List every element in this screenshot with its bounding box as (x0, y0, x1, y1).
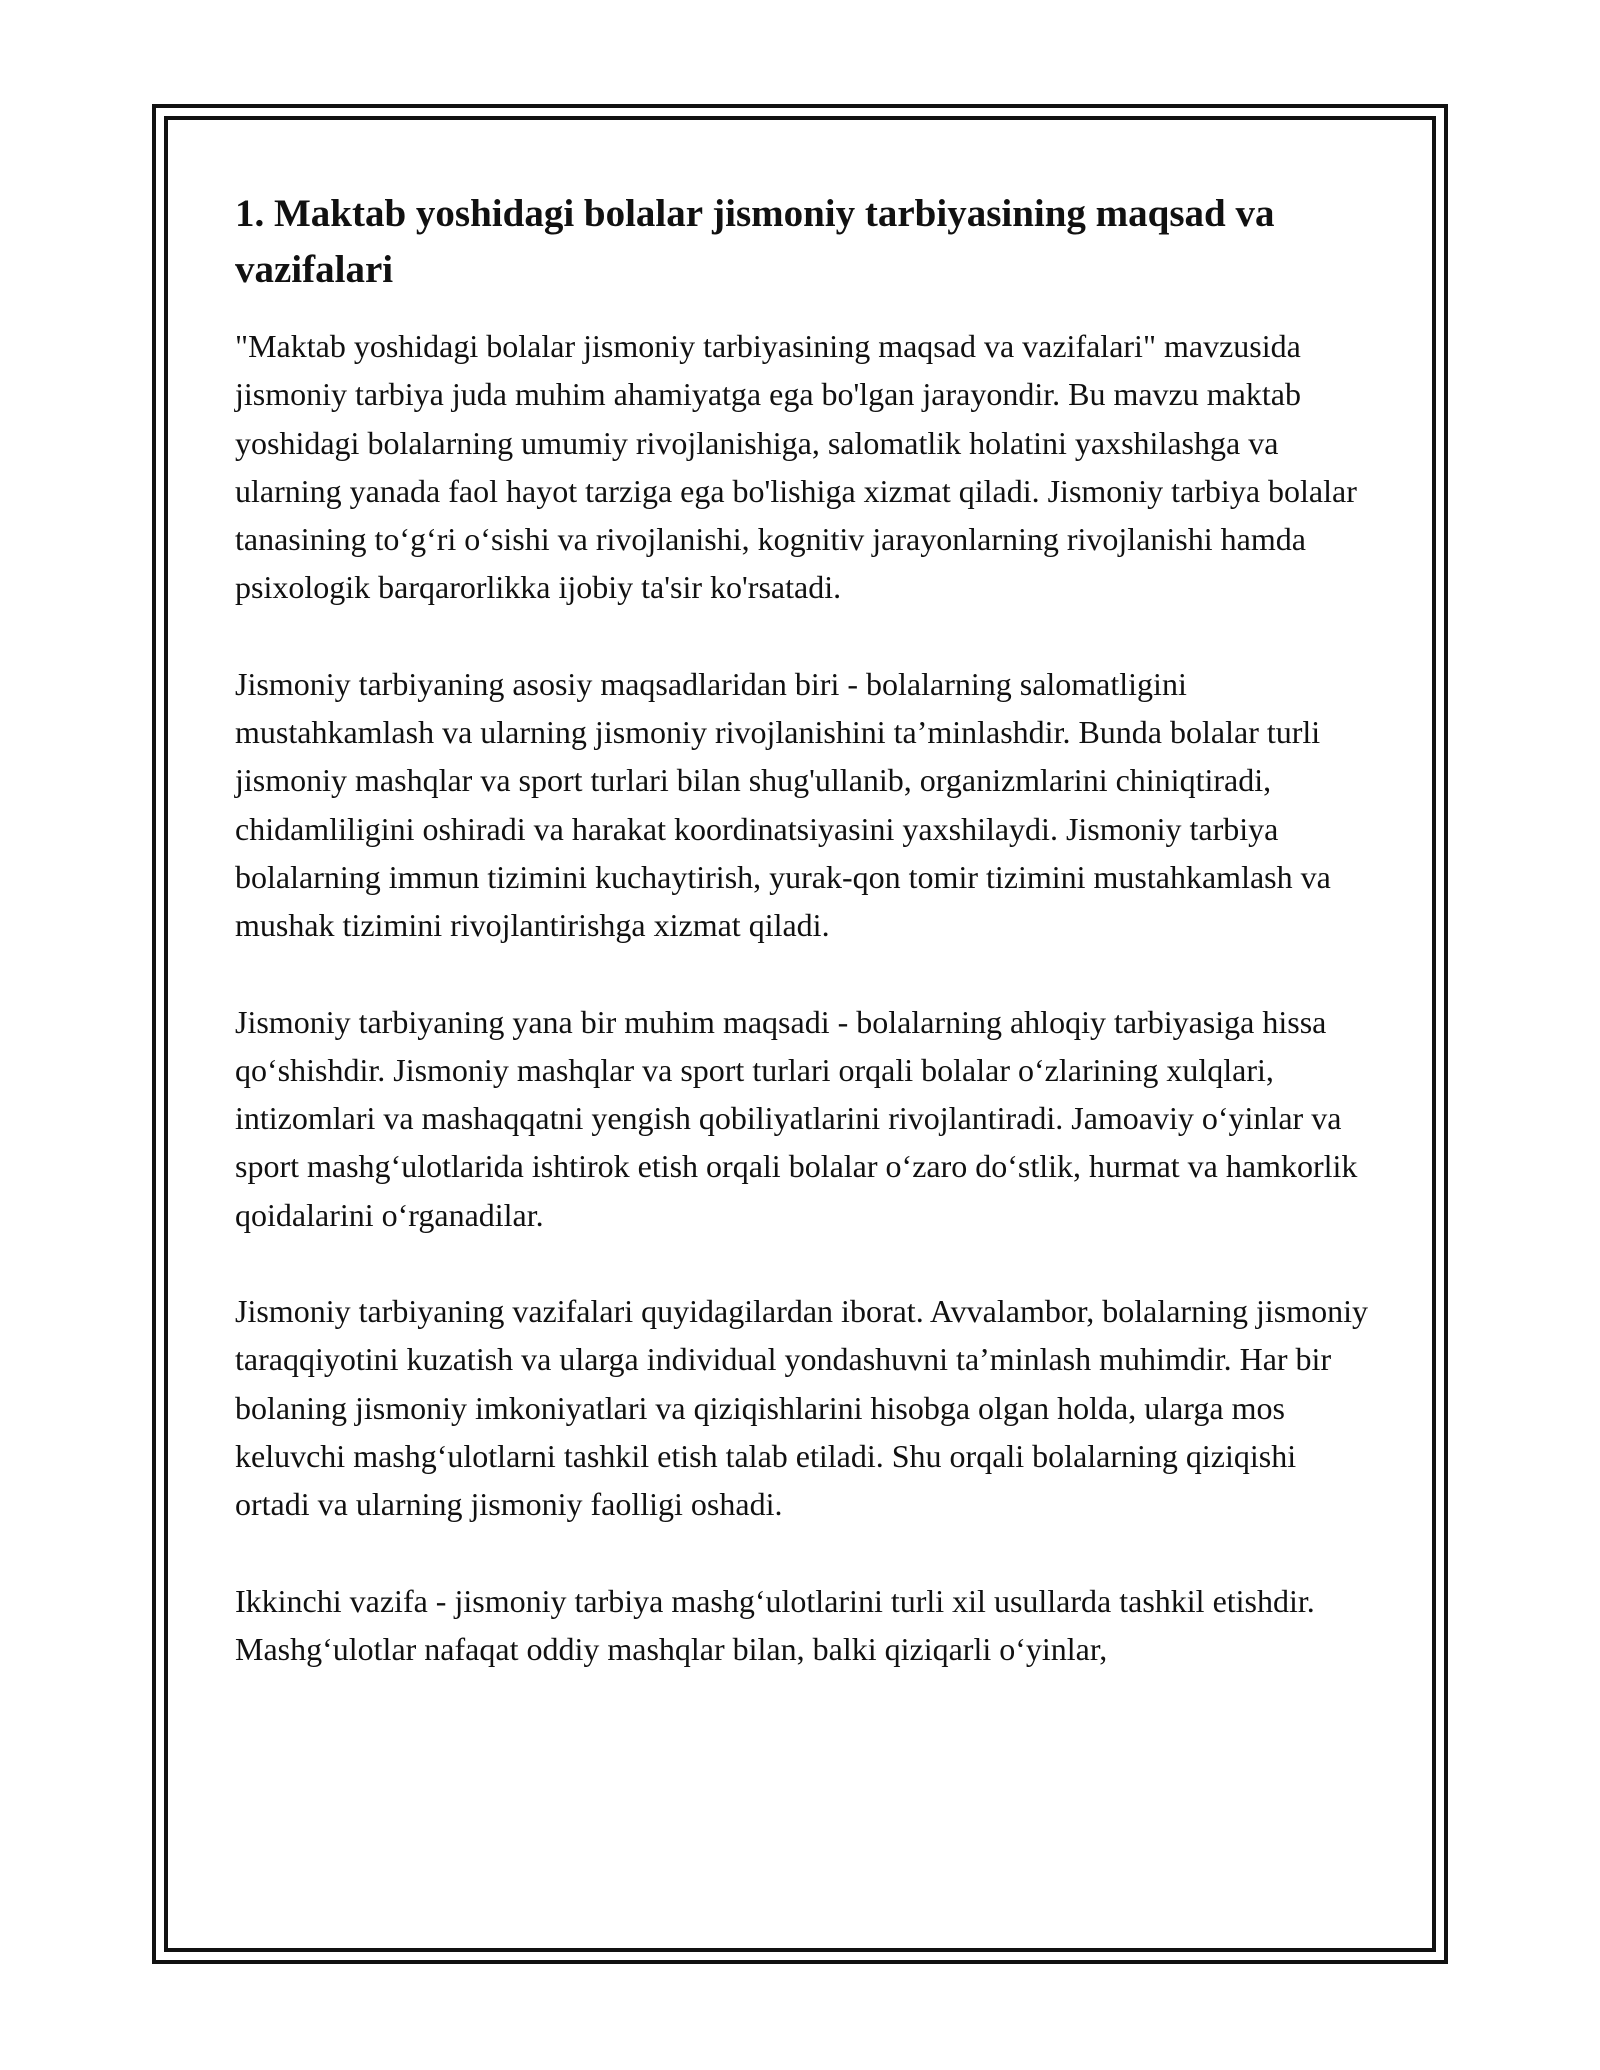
paragraph-1: "Maktab yoshidagi bolalar jismoniy tarbiyasining maqsad va vazifalari" mavzusida jismoniy tarbiya juda muhim ahamiyatga ega bo'lgan jarayondir. Bu mavzu maktab yoshidagi bolalarning umumiy rivojlanishiga, salomatlik holatini yaxshilashga va ularning yanada faol hayot tarziga ega bo'lishiga xizmat qiladi. Jismoniy tarbiya bolalar tanasining toʻgʻri oʻsishi va rivojlanishi, kognitiv jarayonlarning rivojlanishi hamda psixologik barqarorlikka ijobiy ta'sir ko'rsatadi. (235, 328, 1357, 606)
paragraph-3: Jismoniy tarbiyaning yana bir muhim maqsadi - bolalarning ahloqiy tarbiyasiga hissa qoʻshishdir. Jismoniy mashqlar va sport turlari orqali bolalar oʻzlarining xulqlari, intizomlari va mashaqqatni yengish qobiliyatlarini rivojlantiradi. Jamoaviy oʻyinlar va sport mashgʻulotlarida ishtirok etish orqali bolalar oʻzaro doʻstlik, hurmat va hamkorlik qoidalarini oʻrganadilar. (235, 1003, 1358, 1233)
section-heading: 1. Maktab yoshidagi bolalar jismoniy tarbiyasining maqsad va vazifalari (235, 192, 1275, 291)
paragraph-2: Jismoniy tarbiyaning asosiy maqsadlaridan biri - bolalarning salomatligini mustahkamlash va ularning jismoniy rivojlanishini ta’minlashdir. Bunda bolalar turli jismoniy mashqlar va sport turlari bilan shug'ullanib, organizmlarini chiniqtiradi, chidamliligini oshiradi va harakat koordinatsiyasini yaxshilaydi. Jismoniy tarbiya bolalarning immun tizimini kuchaytirish, yurak-qon tomir tizimini mustahkamlash va mushak tizimini rivojlantirishga xizmat qiladi. (235, 665, 1331, 944)
paragraph-5: Ikkinchi vazifa - jismoniy tarbiya mashgʻulotlarini turli xil usullarda tashkil etishdir. Mashgʻulotlar nafaqat oddiy mashqlar bilan, balki qiziqarli oʻyinlar, (235, 1582, 1315, 1667)
document-body (235, 186, 1375, 1721)
paragraph-4: Jismoniy tarbiyaning vazifalari quyidagilardan iborat. Avvalambor, bolalarning jismoniy taraqqiyotini kuzatish va ularga individual yondashuvni ta’minlash muhimdir. Har bir bolaning jismoniy imkoniyatlari va qiziqishlarini hisobga olgan holda, ularga mos keluvchi mashgʻulotlarni tashkil etish talab etiladi. Shu orqali bolalarning qiziqishi ortadi va ularning jismoniy faolligi oshadi. (235, 1293, 1368, 1523)
